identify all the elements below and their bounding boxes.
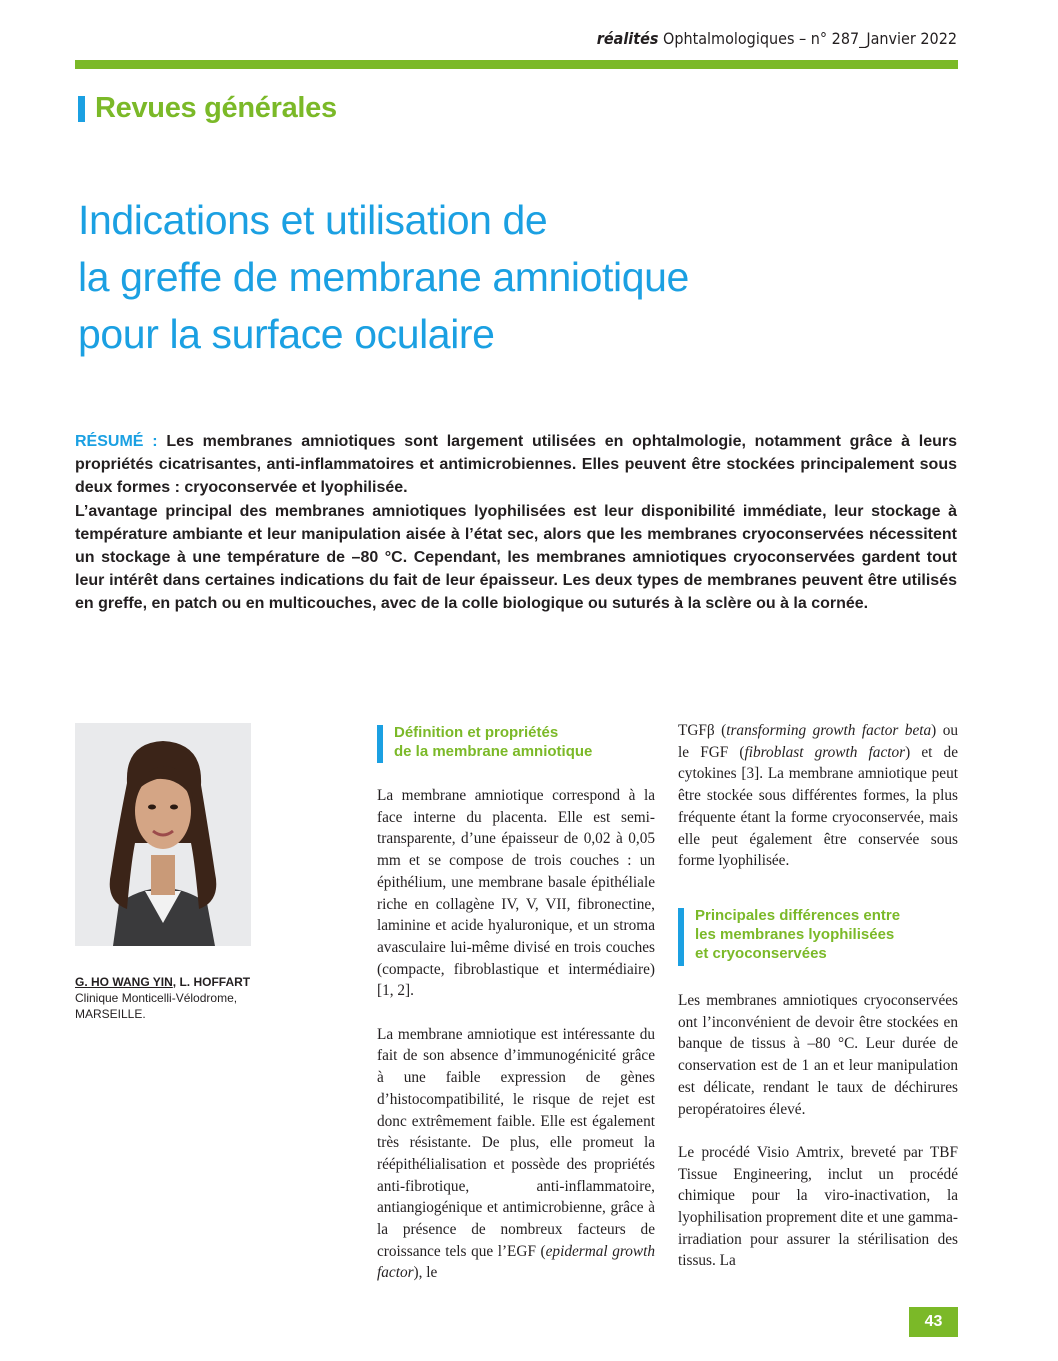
title-line: Indications et utilisation de [78, 197, 548, 243]
author-name: L. HOFFART [179, 975, 251, 989]
italic-term: fibroblast growth factor [744, 743, 906, 761]
author-city: MARSEILLE. [75, 1007, 146, 1021]
body-paragraph [678, 720, 958, 872]
section-heading [695, 906, 960, 963]
heading-line: Définition et propriétés [394, 724, 559, 741]
authors-block [75, 974, 305, 1022]
body-paragraph [377, 1024, 655, 1284]
abstract [75, 430, 957, 616]
body-column-1 [377, 785, 655, 1306]
text-run: ), le [413, 1264, 438, 1282]
subheading-marker [678, 908, 684, 966]
title-line: la greffe de membrane amniotique [78, 254, 689, 300]
header-rule [75, 60, 958, 69]
text-run: ) ou le FGF ( [678, 722, 958, 761]
section-marker [78, 96, 85, 122]
abstract-lead: RÉSUMÉ : [75, 433, 158, 450]
author-separator: , [172, 975, 180, 989]
text-run: ) et de cytokines [3]. La membrane amniotique peut être stockée sous différentes formes, la plus fréquente étant la forme cryoconservée, mais elle peut également être conservée sous forme lyophilisée. [678, 743, 958, 870]
journal-issue: Ophtalmologiques – n° 287_Janvier 2022 [662, 29, 957, 48]
text-run: La membrane amniotique est intéressante du fait de son absence d’immunogénicité grâce à une faible expression de gènes d’histocompatibilité, le risque de rejet est donc extrêmement faible. Elle est également très résistante. De plus, elle promeut la réépithélialisation et possède des propriétés anti-fibrotique, anti-inflammatoire, antiangiogénique et antimicrobienne, grâce à la présence de nombreux facteurs de croissance tels que l’EGF ( [377, 1025, 655, 1260]
journal-brand: réalités [596, 29, 659, 48]
section-label: Revues générales [95, 92, 337, 124]
abstract-paragraph [75, 430, 957, 500]
author-names [75, 974, 305, 990]
title-line: pour la surface oculaire [78, 311, 495, 357]
body-column-2 [678, 720, 958, 894]
body-paragraph: Le procédé Visio Amtrix, breveté par TBF Tissue Engineering, inclut un procédé chimique pour la viro-inactivation, la lyophilisation proprement dite et une gamma-irradiation pour assurer la stérilisation des tissus. La [678, 1143, 958, 1270]
running-head [440, 28, 957, 50]
heading-line: Principales différences entre [695, 907, 901, 924]
body-paragraph: Les membranes amniotiques cryoconservées ont l’inconvénient de devoir être stockées en banque de tissus à –80 °C. Leur durée de conservation est de 1 an et leur manipulation est délicate, rendant le taux de déchirures peropératoires élevé. [678, 992, 958, 1118]
article-title [78, 192, 958, 363]
italic-term: transforming growth factor beta [726, 722, 932, 739]
abstract-paragraph: L’avantage principal des membranes amniotiques lyophilisées est leur disponibilité immédiate, leur stockage à température ambiante et leur manipulation aisée à l’état sec, alors que les membranes cryoconservées nécessitent un stockage à une température de –80 °C. Cependant, les membranes amniotiques cryoconservées gardent tout leur intérêt dans certaines indications du fait de leur épaisseur. Les deux types de membranes peuvent être utilisés en greffe, en patch ou en multicouches, avec de la colle biologique ou suturés à la sclère ou à la cornée. [75, 502, 957, 613]
italic-term: epidermal growth factor [377, 1242, 655, 1282]
text-run: TGFβ ( [678, 722, 727, 739]
page-number: 43 [909, 1307, 958, 1337]
section-heading [394, 723, 664, 761]
body-column-3 [678, 990, 958, 1294]
heading-line: les membranes lyophilisées [695, 926, 895, 943]
author-photo [75, 723, 251, 946]
body-paragraph: La membrane amniotique correspond à la face interne du placenta. Elle est semi-transparente, d’une épaisseur de 0,02 à 0,05 mm et se compose de trois couches : un épithélium, une membrane basale épithéliale riche en collagène IV, V, VII, fibronectine, laminine et acide hyaluronique, et un stroma avasculaire lui-même divisé en trois couches (compacte, fibroblastique et intermédiaire) [1, 2]. [377, 787, 655, 1000]
subheading-marker [377, 725, 383, 763]
author-name: G. HO WANG YIN [75, 975, 173, 989]
author-affiliation: Clinique Monticelli-Vélodrome, [75, 991, 238, 1005]
heading-line: et cryoconservées [695, 945, 827, 962]
author-portrait-image [75, 723, 251, 946]
heading-line: de la membrane amniotique [394, 743, 593, 760]
abstract-text: Les membranes amniotiques sont largement utilisées en ophtalmologie, notamment grâce à leurs propriétés cicatrisantes, anti-inflammatoires et antimicrobiennes. Elles peuvent être stockées principalement sous deux formes : cryoconservée et lyophilisée. [75, 433, 958, 497]
